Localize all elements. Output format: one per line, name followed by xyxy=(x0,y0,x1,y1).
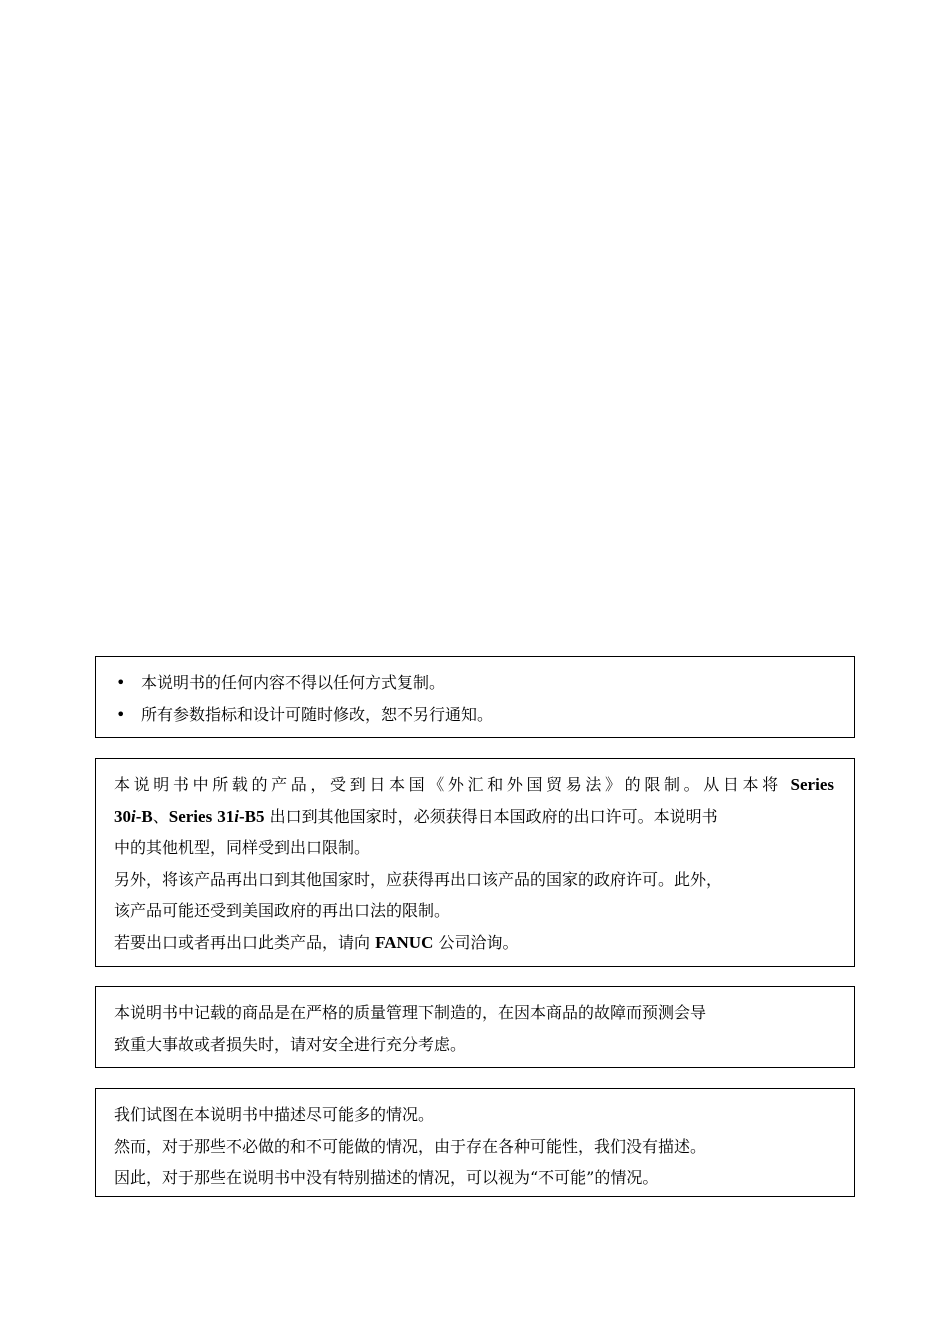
export-text: 若要出口或者再出口此类产品，请向 xyxy=(114,932,371,952)
quality-notice-box xyxy=(95,986,855,1068)
export-line-5: 该产品可能还受到美国政府的再出口法的限制。 xyxy=(114,901,451,920)
scope-line-1: 我们试图在本说明书中描述尽可能多的情况。 xyxy=(114,1105,435,1124)
notice-item-text: 所有参数指标和设计可随时修改，恕不另行通知。 xyxy=(141,704,494,724)
bullet-icon: • xyxy=(116,704,126,724)
quality-line-1: 本说明书中记载的商品是在严格的质量管理下制造的，在因本商品的故障而预测会导 xyxy=(114,1003,707,1022)
model-name: 31i-B5 xyxy=(217,806,265,826)
series-name: Series xyxy=(168,806,213,826)
export-text: 本说明书中所载的产品，受到日本国《外汇和外国贸易法》的限制。从日本将 xyxy=(114,775,782,794)
brand-name: FANUC xyxy=(375,932,434,952)
export-control-box xyxy=(95,758,855,967)
notice-box xyxy=(95,656,855,738)
export-text: 出口到其他国家时，必须获得日本国政府的出口许可。本说明书 xyxy=(269,806,718,826)
separator: 、 xyxy=(152,806,169,826)
export-line-1 xyxy=(114,769,834,801)
export-line-6 xyxy=(114,927,834,959)
export-line-4: 另外，将该产品再出口到其他国家时，应获得再出口该产品的国家的政府许可。此外， xyxy=(114,869,723,889)
bullet-icon: • xyxy=(116,673,126,692)
quality-line-2: 致重大事故或者损失时，请对安全进行充分考虑。 xyxy=(114,1034,467,1054)
scope-line-3: 因此，对于那些在说明书中没有特别描述的情况，可以视为“不可能”的情况。 xyxy=(114,1168,659,1187)
scope-line-2: 然而，对于那些不必做的和不可能做的情况，由于存在各种可能性，我们没有描述。 xyxy=(114,1136,707,1156)
notice-item-text: 本说明书的任何内容不得以任何方式复制。 xyxy=(141,673,446,692)
scope-notice-box xyxy=(95,1088,855,1197)
export-text: 公司洽询。 xyxy=(438,932,519,952)
notice-list xyxy=(114,667,838,730)
list-item xyxy=(114,667,838,699)
export-line-2 xyxy=(114,801,834,833)
export-line-3: 中的其他机型，同样受到出口限制。 xyxy=(114,838,371,857)
series-name: Series xyxy=(790,775,834,794)
model-name: 30i-B xyxy=(114,806,153,826)
list-item xyxy=(114,699,838,731)
